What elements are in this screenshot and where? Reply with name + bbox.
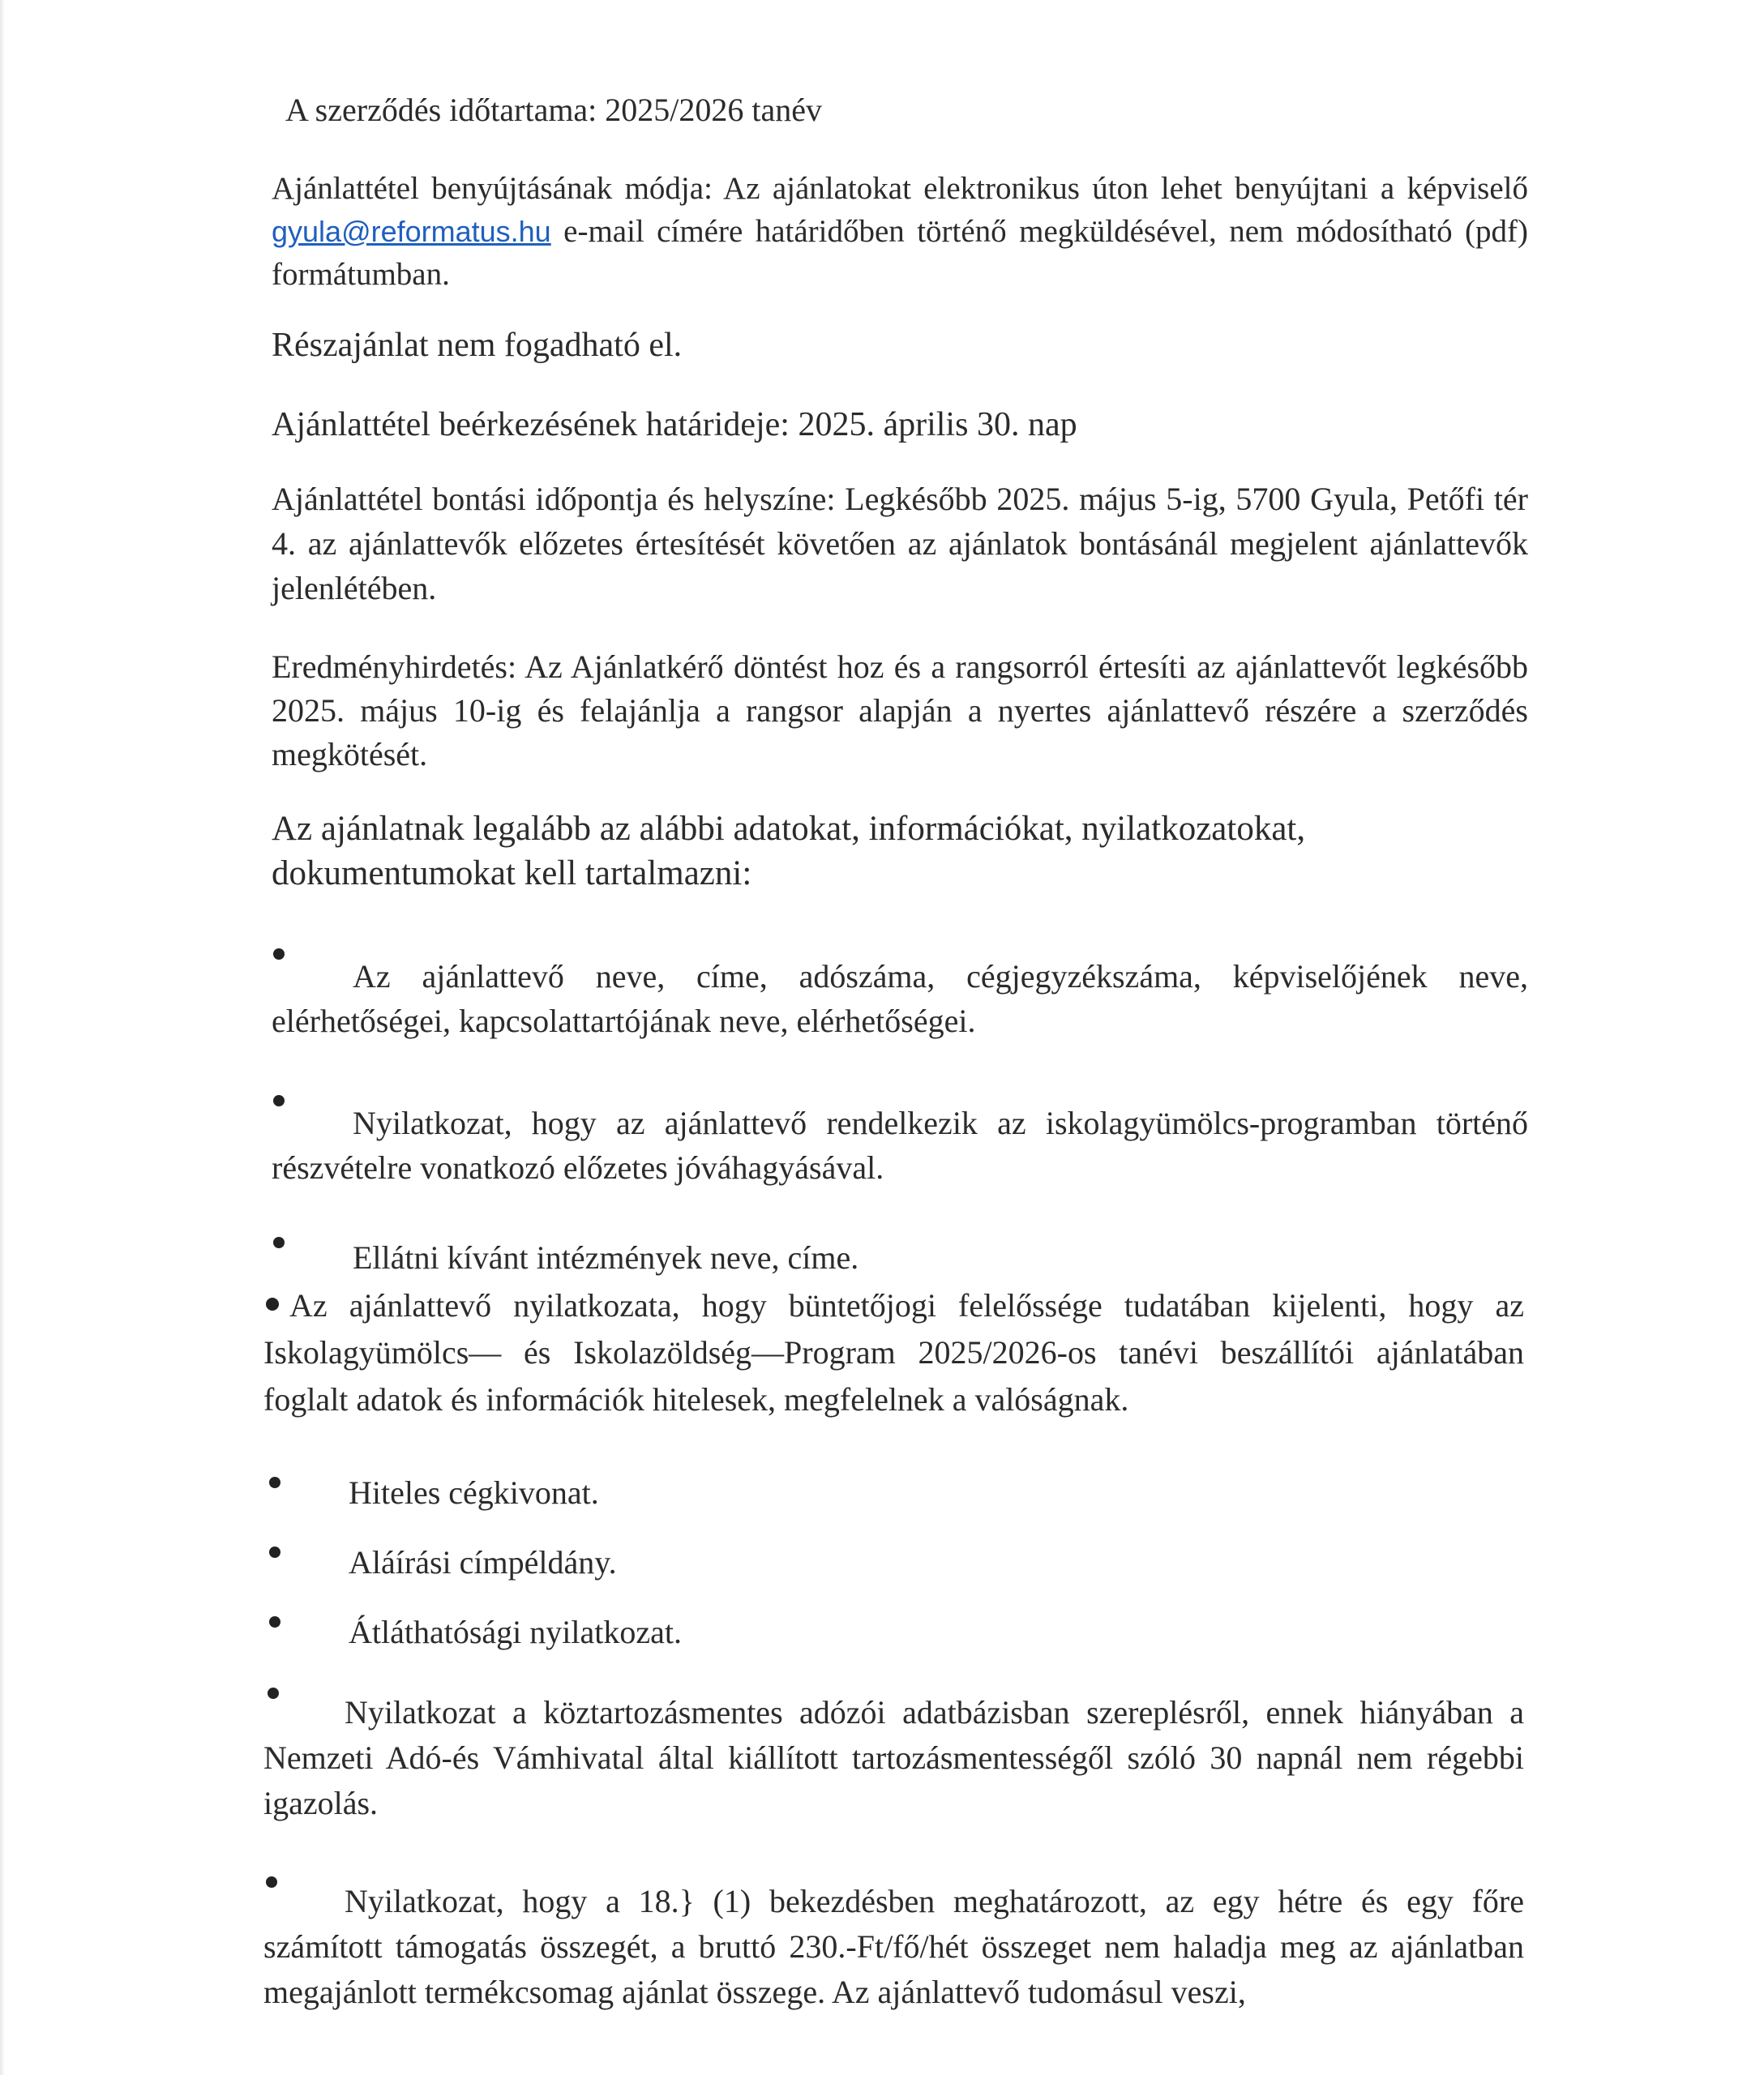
email-link[interactable]: gyula@reformatus.hu	[272, 215, 551, 248]
requirement-item-9: Nyilatkozat, hogy a 18.} (1) bekezdésben meghatározott, az egy hétre és egy főre számított támogatás összegét, a bruttó 230.-Ft/fő/hét összeget nem haladja meg az ajánlatban megajánlott termékcsomag ajánlat összege. Az ajánlattevő tudomásul veszi,	[263, 1883, 1524, 2010]
contract-duration: A szerződés időtartama: 2025/2026 tanév	[285, 92, 823, 128]
requirement-item-1: Az ajánlattevő neve, címe, adószáma, cégjegyzékszáma, képviselőjének neve, elérhetőségei, kapcsolattartójának neve, elérhetőségei.	[272, 958, 1528, 1039]
bullet-icon	[269, 1547, 280, 1558]
result-paragraph: Eredményhirdetés: Az Ajánlatkérő döntést hoz és a rangsorról értesíti az ajánlattevőt legkésőbb 2025. május 10-ig és felajánlja a rangsor alapján a nyertes ajánlattevő részére a szerződés megkötését.	[272, 648, 1528, 772]
scan-edge	[0, 0, 5, 2075]
requirement-item-2: Nyilatkozat, hogy az ajánlattevő rendelkezik az iskolagyümölcs-programban történő részvételre vonatkozó előzetes jóváhagyásával.	[272, 1105, 1528, 1186]
partial-offer: Részajánlat nem fogadható el.	[272, 327, 683, 364]
requirement-item-5: Hiteles cégkivonat.	[349, 1474, 599, 1511]
requirements-intro: Az ajánlatnak legalább az alábbi adatokat, információkat, nyilatkozatokat, dokumentumokat kell tartalmazni:	[272, 810, 1306, 892]
requirement-item-3: Ellátni kívánt intézmények neve, címe.	[353, 1239, 859, 1276]
bullet-icon	[269, 1477, 280, 1488]
submission-text-after: e-mail címére határidőben történő megküldésével, nem módosítható (pdf) formátumban.	[272, 214, 1528, 292]
requirement-item-6: Aláírási címpéldány.	[349, 1544, 617, 1581]
bullet-icon	[269, 1616, 280, 1628]
opening-paragraph: Ajánlattétel bontási időpontja és helyszíne: Legkésőbb 2025. május 5-ig, 5700 Gyula, Petőfi tér 4. az ajánlattevők előzetes értesítését követően az ajánlatok bontásánál megjelent ajánlattevők jelenlétében.	[272, 481, 1528, 606]
submission-paragraph	[272, 167, 1528, 296]
requirement-item-4: Az ajánlattevő nyilatkozata, hogy büntetőjogi felelőssége tudatában kijelenti, hogy az Iskolagyümölcs— és Iskolazöldség—Program 2025/2026-os tanévi beszállítói ajánlatában foglalt adatok és információk hitelesek, megfelelnek a valóságnak.	[263, 1287, 1524, 1418]
bullet-icon	[273, 1237, 285, 1248]
requirement-item-7: Átláthatósági nyilatkozat.	[349, 1614, 682, 1650]
submission-text-before: Ajánlattétel benyújtásának módja: Az ajánlatokat elektronikus úton lehet benyújtani a képviselő	[272, 171, 1528, 206]
deadline: Ajánlattétel beérkezésének határideje: 2025. április 30. nap	[272, 406, 1077, 443]
requirement-item-8: Nyilatkozat a köztartozásmentes adózói adatbázisban szereplésről, ennek hiányában a Nemzeti Adó-és Vámhivatal által kiállított tartozásmentességől szóló 30 napnál nem régebbi igazolás.	[263, 1694, 1524, 1821]
